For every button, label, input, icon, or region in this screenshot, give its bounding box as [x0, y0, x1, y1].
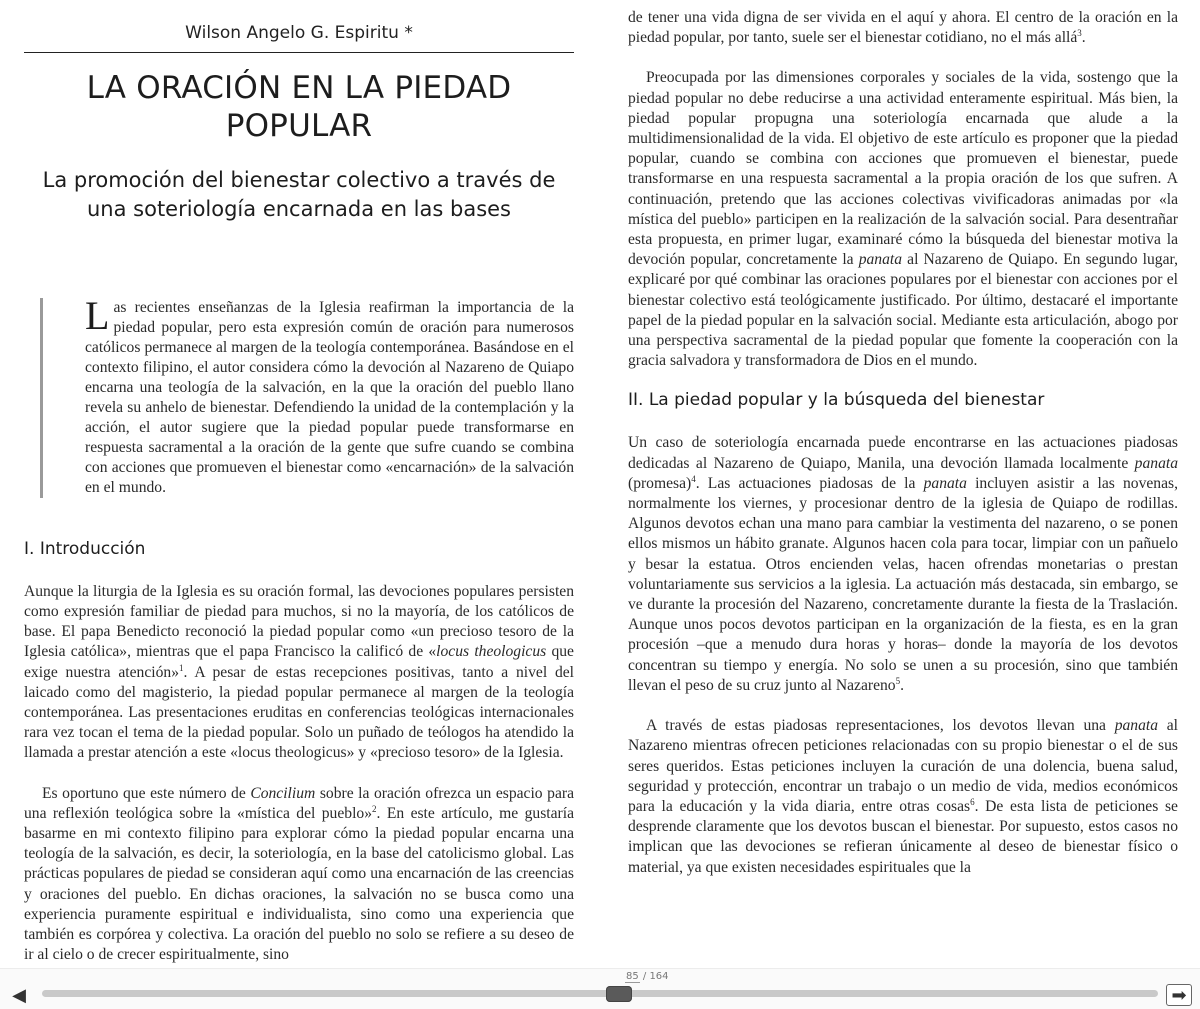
header-rule	[24, 52, 574, 53]
text-run: sobre la oración ofrezca un espacio para una reflexión teológica sobre la «mística del pueblo»	[24, 784, 574, 822]
text-run: . De esta lista de peticiones se desprende claramente que los devotos buscan el bienestar. Por supuesto, estos casos no implican que las devociones se refieran únicamente al deseo de bienestar físico o material, ya que existen necesidades espirituales que la	[628, 797, 1178, 876]
article-subtitle: La promoción del bienestar colectivo a través de una soteriología encarnada en las bases	[42, 167, 556, 221]
abstract-text: as recientes enseñanzas de la Iglesia reafirman la importancia de la piedad popular, pero esta expresión común de oración para numerosos católicos permanece al margen de la teología contemporánea. Basándose en el contexto filipino, el autor considera cómo la devoción al Nazareno de Quiapo encarna una teología de la salvación, en la que la oración del pueblo llano revela su anhelo de bienestar. Defendiendo la unidad de la contemplación y la acción, el autor sugiere que la piedad popular puede transformarse en respuesta sacramental a la oración de la gente que sufre cuando se combina con acciones que promueven el bienestar como «encarnación» de la salvación en el mundo.	[85, 298, 574, 496]
paragraph-proposal	[628, 68, 1178, 371]
footnote-ref[interactable]: 6	[970, 796, 975, 807]
paragraph-intro-2	[24, 784, 574, 966]
page-indicator	[625, 971, 669, 982]
section-heading-introduction: I. Introducción	[24, 538, 146, 559]
italic-term: panata	[923, 474, 967, 492]
current-page-number[interactable]: 85	[625, 971, 639, 982]
paragraph-intro-1	[24, 582, 574, 764]
paragraph-continued	[628, 8, 1178, 48]
text-run: A través de estas piadosas representaciones, los devotos llevan una	[646, 717, 1115, 735]
arrow-left-icon: ◀	[12, 984, 26, 1006]
text-run: . Las actuaciones piadosas de la	[695, 474, 924, 492]
text-run: que exige nuestra atención»	[24, 643, 574, 681]
next-page-button[interactable]	[1166, 984, 1192, 1006]
page-scrubber-track[interactable]	[42, 990, 1158, 997]
text-run: . En este artículo, me gustaría basarme en mi contexto filipino para explorar cómo la piedad popular encarna una teología de la salvación, es decir, la soteriología, en la base del catolicismo global. Las prácticas populares de piedad se consideran aquí como una encarnación de las creencias y oraciones del pueblo. En dichas oraciones, la salvación no se busca como una experiencia puramente espiritual e individualista, sino como una experiencia que también es corpórea y colectiva. La oración del pueblo no solo se refiere a su deseo de ir al cielo o de crecer espiritualmente, sino	[24, 804, 574, 964]
text-run: . A pesar de estas recepciones positivas, tanto a nivel del laicado como del magisterio, la piedad popular permanece al margen de la teología contemporánea. Las presentaciones eruditas en conferencias teológicas internacionales rara vez tocan el tema de la piedad popular. Solo un puñado de teólogos ha atendido la llamada a prestar atención a este «locus theologicus» y «precioso tesoro» de la Iglesia.	[24, 663, 575, 762]
author-name: Wilson Angelo G. Espiritu *	[185, 23, 413, 43]
text-run: al Nazareno de Quiapo. En segundo lugar, explicaré por qué combinar las oraciones populares por el bienestar con acciones por el bienestar colectivo está teológicamente justificado. Por último, destacaré el importante papel de la piedad popular en la salvación social. Mediante esta articulación, abogo por una perspectiva sacramental de la piedad popular que fomente la cooperación con la gracia salvadora y transformadora de Dios en el mundo.	[628, 251, 1178, 370]
text-run: al Nazareno mientras ofrecen peticiones relacionadas con su propio bienestar o el de sus seres queridos. Estas peticiones incluyen la curación de una dolencia, buena salud, seguridad y protección, encontrar un trabajo o un medio de vida, medios económicos para la educación y la vida diaria, entre otras cosas	[628, 717, 1178, 815]
text-run: de tener una vida digna de ser vivida en el aquí y ahora. El centro de la oración en la piedad popular, por tanto, suele ser el bienestar cotidiano, no el más allá	[628, 9, 1178, 47]
footnote-ref[interactable]: 1	[179, 662, 184, 673]
italic-term: locus theologicus	[436, 643, 547, 661]
article-title: LA ORACIÓN EN LA PIEDAD POPULAR	[86, 70, 512, 144]
footnote-ref[interactable]: 3	[1077, 28, 1082, 39]
text-run: Aunque la liturgia de la Iglesia es su oración formal, las devociones populares persisten como expresión familiar de piedad para muchos, si no la mayoría, de los católicos de base. El papa Benedicto reconoció la piedad popular como «un precioso tesoro de la Iglesia católica», mientras que el papa Francisco la calificó de «	[24, 582, 574, 661]
drop-cap: L	[85, 292, 110, 338]
text-run: .	[900, 676, 904, 694]
footnote-ref[interactable]: 4	[691, 473, 696, 484]
text-run: incluyen asistir a las novenas, normalmente los viernes, y procesionar dentro de la iglesia de Quiapo de rodillas. Algunos devotos echan una mano para cambiar la vestimenta del nazareno, o se ponen ellos mismos un hábito granate. Algunos hacen cola para tocar, limpiar con un pañuelo y besar la estatua. Otros encienden velas, hacen ofrendas monetarias o prestan voluntariamente sus servicios a la iglesia. La actuación más destacada, sin embargo, se ve durante la procesión del Nazareno, concretamente durante la fiesta de la Traslación. Aunque unos pocos devotos participan en la organización de la fiesta, es en la gran procesión –que a menudo dura horas y horas– donde la mayoría de los devotos concentran su tiempo y energía. No solo se unen a su procesión, sino que también llevan el peso de su cruz junto al Nazareno	[628, 474, 1178, 694]
abstract-block	[40, 292, 574, 498]
arrow-right-icon: ➡	[1171, 984, 1187, 1006]
text-run: Es oportuno que este número de	[42, 784, 251, 802]
total-pages: / 164	[642, 971, 669, 982]
page-scrubber-thumb[interactable]	[606, 986, 632, 1002]
italic-term: panata	[1114, 717, 1159, 735]
right-column	[628, 0, 1178, 878]
section-heading-piedad: II. La piedad popular y la búsqueda del bienestar	[628, 390, 1045, 411]
left-column	[24, 0, 574, 965]
footnote-ref[interactable]: 2	[372, 803, 377, 814]
previous-page-button[interactable]	[6, 984, 32, 1006]
italic-term: panata	[1134, 454, 1178, 472]
text-run: Un caso de soteriología encarnada puede encontrarse en las actuaciones piadosas dedicadas al Nazareno de Quiapo, Manila, una devoción llamada localmente	[628, 434, 1178, 472]
text-run: Preocupada por las dimensiones corporales y sociales de la vida, sostengo que la piedad popular no debe reducirse a una actividad enteramente espiritual. Más bien, la piedad popular propugna una soteriología encarnada que alude a la multidimensionalidad de la vida. El objetivo de este artículo es proponer que la piedad popular, cuando se combina con acciones que promueven el bienestar, puede transformarse en una respuesta sacramental a la propia oración de los que sufren. A continuación, pretendo que las acciones colectivas vivificadoras animadas por «la mística del pueblo» participen en la realización de la salvación social. Para desentrañar esta propuesta, en primer lugar, examinaré cómo la búsqueda del bienestar motiva la devoción popular, concretamente la	[628, 69, 1178, 269]
text-run: .	[1081, 29, 1086, 47]
paragraph-section2-1	[628, 433, 1178, 696]
italic-term: Concilium	[250, 784, 316, 802]
paragraph-section2-2	[628, 716, 1178, 878]
footnote-ref[interactable]: 5	[895, 675, 901, 686]
italic-term: panata	[858, 251, 903, 269]
page-navigation-bar	[0, 968, 1200, 1009]
text-run: (promesa)	[628, 474, 692, 492]
